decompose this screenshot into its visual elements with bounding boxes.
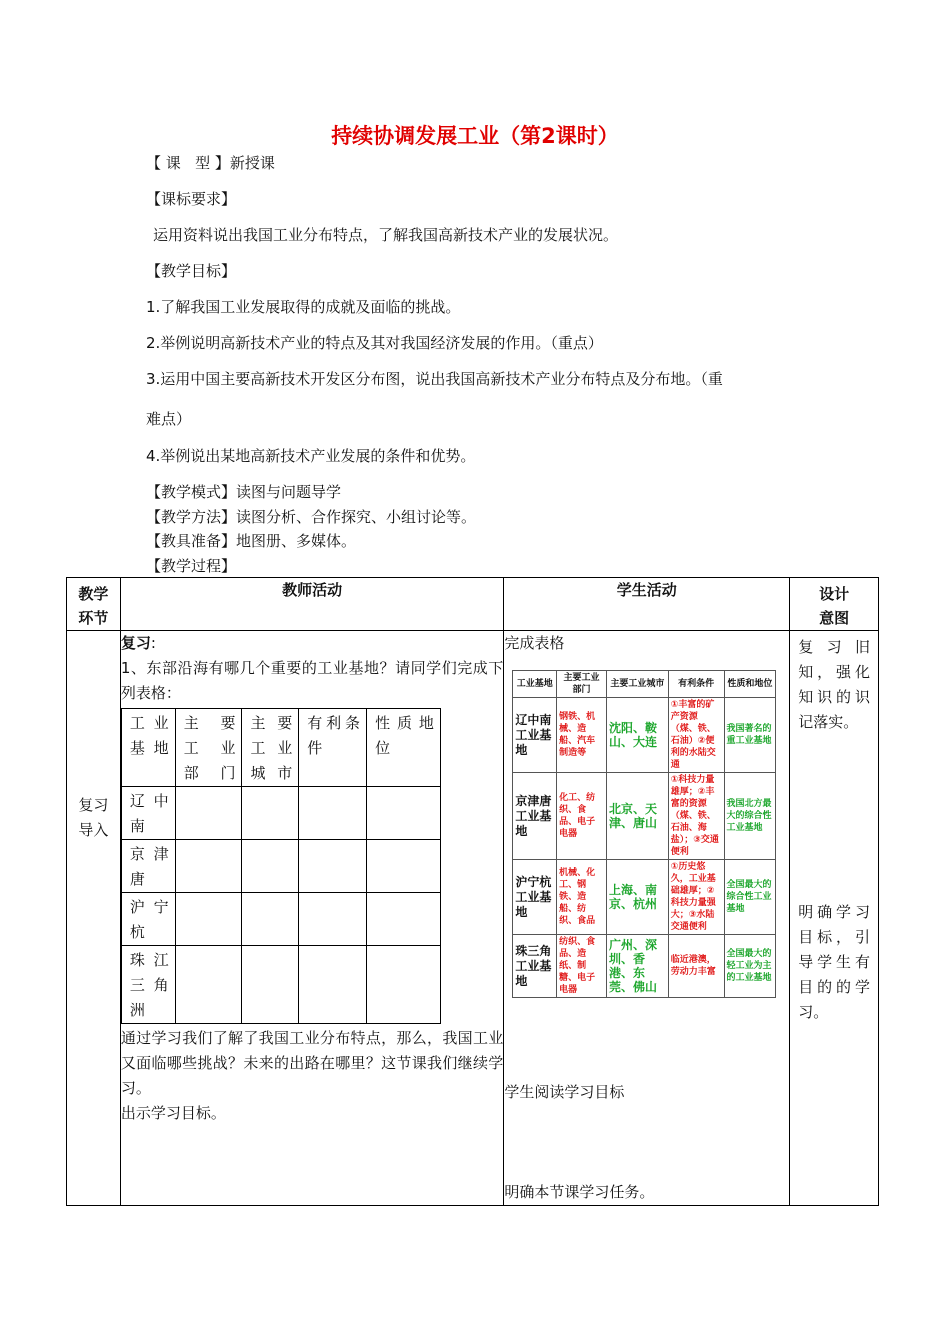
- base-row: [121, 946, 440, 1024]
- mini-role: 我国著名的重工业基地: [724, 698, 776, 773]
- base-cell[interactable]: [367, 946, 441, 1024]
- base-header-cities[interactable]: 主 要 工 业 城市: [242, 709, 299, 787]
- goal-3a: 3.运用中国主要高新技术开发区分布图，说出我国高新技术产业分布特点及分布地。（重: [146, 370, 723, 388]
- base-cell[interactable]: [175, 946, 242, 1024]
- base-cell[interactable]: [299, 840, 367, 893]
- base-header-role[interactable]: 性质地位: [367, 709, 441, 787]
- mini-base: 沪宁杭工业基地: [513, 860, 557, 935]
- mini-role: 全国最大的综合性工业基地: [724, 860, 776, 935]
- goal-1: 1.了解我国工业发展取得的成就及面临的挑战。: [146, 298, 461, 316]
- base-cell[interactable]: [299, 787, 367, 840]
- mini-depts: 纺织、食品、造纸、制糖、电子电器: [557, 935, 607, 998]
- teaching-mode: 【教学模式】读图与问题导学: [146, 483, 342, 501]
- header-teacher: 教师活动: [120, 578, 503, 631]
- base-cell[interactable]: [367, 840, 441, 893]
- base-cell[interactable]: [367, 893, 441, 946]
- standard-text: 运用资料说出我国工业分布特点，了解我国高新技术产业的发展状况。: [153, 226, 619, 244]
- base-row: [121, 787, 440, 840]
- course-type-line: [146, 152, 275, 173]
- mini-role: 我国北方最大的综合性工业基地: [724, 773, 776, 860]
- base-table-header: [121, 709, 440, 787]
- goal-3b: 难点）: [146, 410, 192, 428]
- mini-conditions: ①历史悠久，工业基础雄厚；②科技力量强大；③水陆交通便利: [668, 860, 724, 935]
- mini-header: 工业基地: [513, 671, 557, 698]
- mini-role: 全国最大的轻工业为主的工业基地: [724, 935, 776, 998]
- base-cell[interactable]: [242, 946, 299, 1024]
- answer-image-table: [512, 670, 776, 998]
- transition-text: 通过学习我们了解了我国工业分布特点，那么，我国工业又面临哪些挑战？未来的出路在哪里？这节课我们继续学习。: [120, 1029, 504, 1097]
- base-table: [121, 708, 441, 1024]
- header-stage: 教学环节: [67, 578, 121, 631]
- base-cell[interactable]: [175, 840, 242, 893]
- base-cell[interactable]: [242, 840, 299, 893]
- base-row-name: 京 津 唐: [121, 840, 175, 893]
- intent-cell: [790, 631, 879, 1206]
- base-cell[interactable]: [242, 893, 299, 946]
- mini-conditions: 临近港澳，劳动力丰富: [668, 935, 724, 998]
- course-type-label: 【 课 型 】: [146, 154, 230, 172]
- base-header-base[interactable]: 工 业 基地: [121, 709, 175, 787]
- mini-header: 性质和地位: [724, 671, 776, 698]
- clarify-task-text: 明确本节课学习任务。: [504, 1183, 655, 1201]
- mini-row: [513, 935, 776, 998]
- mini-header: 主要工业部门: [557, 671, 607, 698]
- header-student: 学生活动: [504, 578, 790, 631]
- mini-row: [513, 773, 776, 860]
- mini-cities: 上海、南京、杭州: [606, 860, 668, 935]
- teacher-cell: [120, 631, 503, 1206]
- base-row-name: 辽 中 南: [121, 787, 175, 840]
- mini-base: 辽中南工业基地: [513, 698, 557, 773]
- base-cell[interactable]: [367, 787, 441, 840]
- base-row: [121, 893, 440, 946]
- review-label: 复习: [120, 634, 151, 652]
- base-cell[interactable]: [242, 787, 299, 840]
- course-type-value: 新授课: [229, 154, 275, 172]
- base-header-conditions[interactable]: 有利条件: [299, 709, 367, 787]
- mini-row: [513, 698, 776, 773]
- process-table: [66, 577, 879, 1206]
- goals-label: 【教学目标】: [146, 262, 237, 280]
- intent-clarify: 明确学习目标，引导学生有目的的学习。: [798, 903, 870, 1021]
- header-intent: 设计意图: [790, 578, 879, 631]
- base-cell[interactable]: [299, 946, 367, 1024]
- mini-conditions: ①科技力量雄厚；②丰富的资源（煤、铁、石油、海盐）；③交通便利: [668, 773, 724, 860]
- intent-review: 复习旧知，强化知识的识记落实。: [798, 638, 870, 731]
- student-cell: [504, 631, 790, 1206]
- mini-row: [513, 860, 776, 935]
- show-goals-text: 出示学习目标。: [120, 1104, 226, 1122]
- mini-depts: 机械、化工、钢铁、造船、纺织、食品: [557, 860, 607, 935]
- process-row-review: [67, 631, 879, 1206]
- mini-base: 京津唐工业基地: [513, 773, 557, 860]
- base-cell[interactable]: [299, 893, 367, 946]
- standard-label: 【课标要求】: [146, 190, 237, 208]
- mini-depts: 钢铁、机械、造船、汽车制造等: [557, 698, 607, 773]
- base-row-name: 沪 宁 杭: [121, 893, 175, 946]
- base-header-depts[interactable]: 主 要 工 业 部门: [175, 709, 242, 787]
- base-row: [121, 840, 440, 893]
- mini-header: 主要工业城市: [606, 671, 668, 698]
- goal-4: 4.举例说出某地高新技术产业发展的条件和优势。: [146, 447, 476, 465]
- process-header-row: [67, 578, 879, 631]
- mini-header-row: [513, 671, 776, 698]
- mini-cities: 北京、天津、唐山: [606, 773, 668, 860]
- mini-header: 有利条件: [668, 671, 724, 698]
- mini-depts: 化工、纺织、食品、电子电器: [557, 773, 607, 860]
- base-row-name: 珠 江 三 角 洲: [121, 946, 175, 1024]
- base-cell[interactable]: [175, 787, 242, 840]
- mini-cities: 沈阳、鞍山、大连: [606, 698, 668, 773]
- document-title: 持续协调发展工业（第2课时）: [331, 124, 619, 148]
- base-cell[interactable]: [175, 893, 242, 946]
- teaching-process: 【教学过程】: [146, 557, 237, 575]
- mini-cities: 广州、深圳、香港、东莞、佛山: [606, 935, 668, 998]
- review-question: 1、东部沿海有哪几个重要的工业基地？请同学们完成下列表格：: [120, 659, 504, 702]
- complete-table-text: 完成表格: [504, 634, 565, 652]
- mini-base: 珠三角工业基地: [513, 935, 557, 998]
- review-colon: :: [150, 634, 156, 652]
- mini-conditions: ①丰富的矿产资源（煤、铁、石油）②便利的水陆交通: [668, 698, 724, 773]
- teaching-tools: 【教具准备】地图册、多媒体。: [146, 532, 357, 550]
- teaching-method: 【教学方法】读图分析、合作探究、小组讨论等。: [146, 508, 477, 526]
- stage-cell: 复习导入: [67, 631, 121, 1206]
- read-goals-text: 学生阅读学习目标: [504, 1083, 625, 1101]
- goal-2: 2.举例说明高新技术产业的特点及其对我国经济发展的作用。（重点）: [146, 334, 603, 352]
